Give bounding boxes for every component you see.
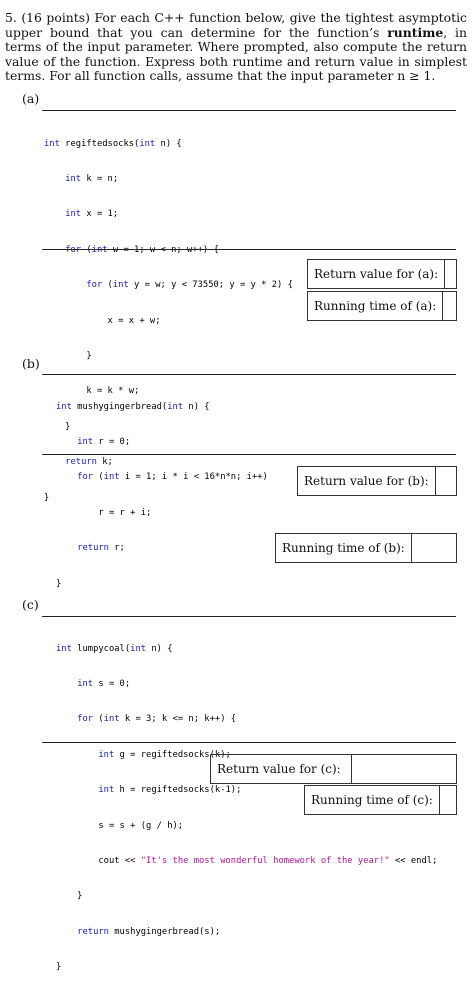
code-line: } — [56, 891, 83, 902]
runtime-a-box — [307, 291, 457, 321]
part-b-bottom-rule — [42, 454, 456, 455]
runtime-c-answer[interactable] — [439, 786, 456, 814]
part-b-label: (b) — [22, 356, 40, 371]
code-line: for (int i = 1; i * i < 16*n*n; i++) — [77, 472, 268, 483]
part-a-top-rule — [42, 110, 456, 111]
return-value-c-label: Return value for (c): — [217, 762, 341, 776]
runtime-b-label: Running time of (b): — [282, 541, 405, 555]
code-line: } — [44, 421, 71, 432]
code-line: x = x + w; — [44, 315, 161, 326]
code-line: return r; — [77, 543, 125, 554]
code-line: int h = regiftedsocks(k-1); — [98, 785, 242, 796]
return-value-a-box — [307, 259, 457, 289]
code-line — [44, 245, 293, 257]
problem-text-before: For each C++ function below, give the tightest asymptotic upper bound that you can determine for the function’s — [5, 10, 467, 40]
code-line: int r = 0; — [77, 436, 131, 447]
code-line: k = k * w; — [44, 386, 140, 397]
code-line: } — [44, 492, 50, 503]
code-line: return mushygingerbread(s); — [77, 926, 221, 937]
code-line: int regiftedsocks(int n) { — [44, 138, 182, 149]
problem-points: (16 points) — [21, 10, 90, 25]
code-line: } — [44, 350, 92, 361]
return-value-b-label: Return value for (b): — [304, 474, 429, 488]
runtime-a-label: Running time of (a): — [314, 299, 437, 313]
code-line: r = r + i; — [56, 507, 152, 518]
part-c-bottom-rule — [42, 742, 456, 743]
code-line: int k = n; — [65, 173, 119, 184]
code-line: int x = 1; — [65, 209, 119, 220]
runtime-c-box — [304, 785, 457, 815]
return-value-a-label: Return value for (a): — [314, 267, 439, 281]
problem-number: 5. — [5, 10, 17, 25]
code-line: for (int k = 3; k <= n; k++) { — [77, 714, 237, 725]
code-line: for (int y = w; y < 73550; y = y * 2) { — [86, 280, 293, 291]
runtime-c-label: Running time of (c): — [311, 793, 433, 807]
code-line: return k; — [65, 457, 113, 468]
code-line: } — [56, 962, 62, 973]
return-value-c-answer[interactable] — [351, 755, 456, 783]
code-line: int s = 0; — [77, 678, 131, 689]
part-b-code — [56, 378, 268, 602]
problem-statement — [5, 11, 467, 84]
code-line: cout << "It's the most wonderful homework of the year!" << endl; — [56, 855, 438, 866]
runtime-a-answer[interactable] — [442, 292, 456, 320]
problem-bold-word: runtime — [387, 24, 444, 40]
runtime-b-answer[interactable] — [411, 534, 456, 562]
problem-text-after: , in terms of the input parameter. Where prompted, also compute the return value of the function. Express both runtime and return value in simplest terms. For all function calls, assume that the input parameter n ≥ 1. — [5, 24, 467, 84]
code-line: } — [56, 578, 62, 589]
runtime-b-box — [275, 533, 457, 563]
part-a-label: (a) — [22, 91, 40, 106]
code-line: s = s + (g / h); — [56, 820, 184, 831]
code-line: int lumpycoal(int n) { — [56, 643, 173, 654]
return-value-c-box — [210, 754, 457, 784]
part-a-bottom-rule — [42, 249, 456, 250]
part-c-label: (c) — [22, 597, 39, 612]
return-value-a-answer[interactable] — [444, 260, 456, 288]
code-line: int mushygingerbread(int n) { — [56, 401, 210, 412]
part-b-top-rule — [42, 374, 456, 375]
code-line: int g = regiftedsocks(k); — [98, 749, 231, 760]
return-value-b-answer[interactable] — [435, 467, 456, 495]
part-c-top-rule — [42, 616, 456, 617]
return-value-b-box — [297, 466, 457, 496]
